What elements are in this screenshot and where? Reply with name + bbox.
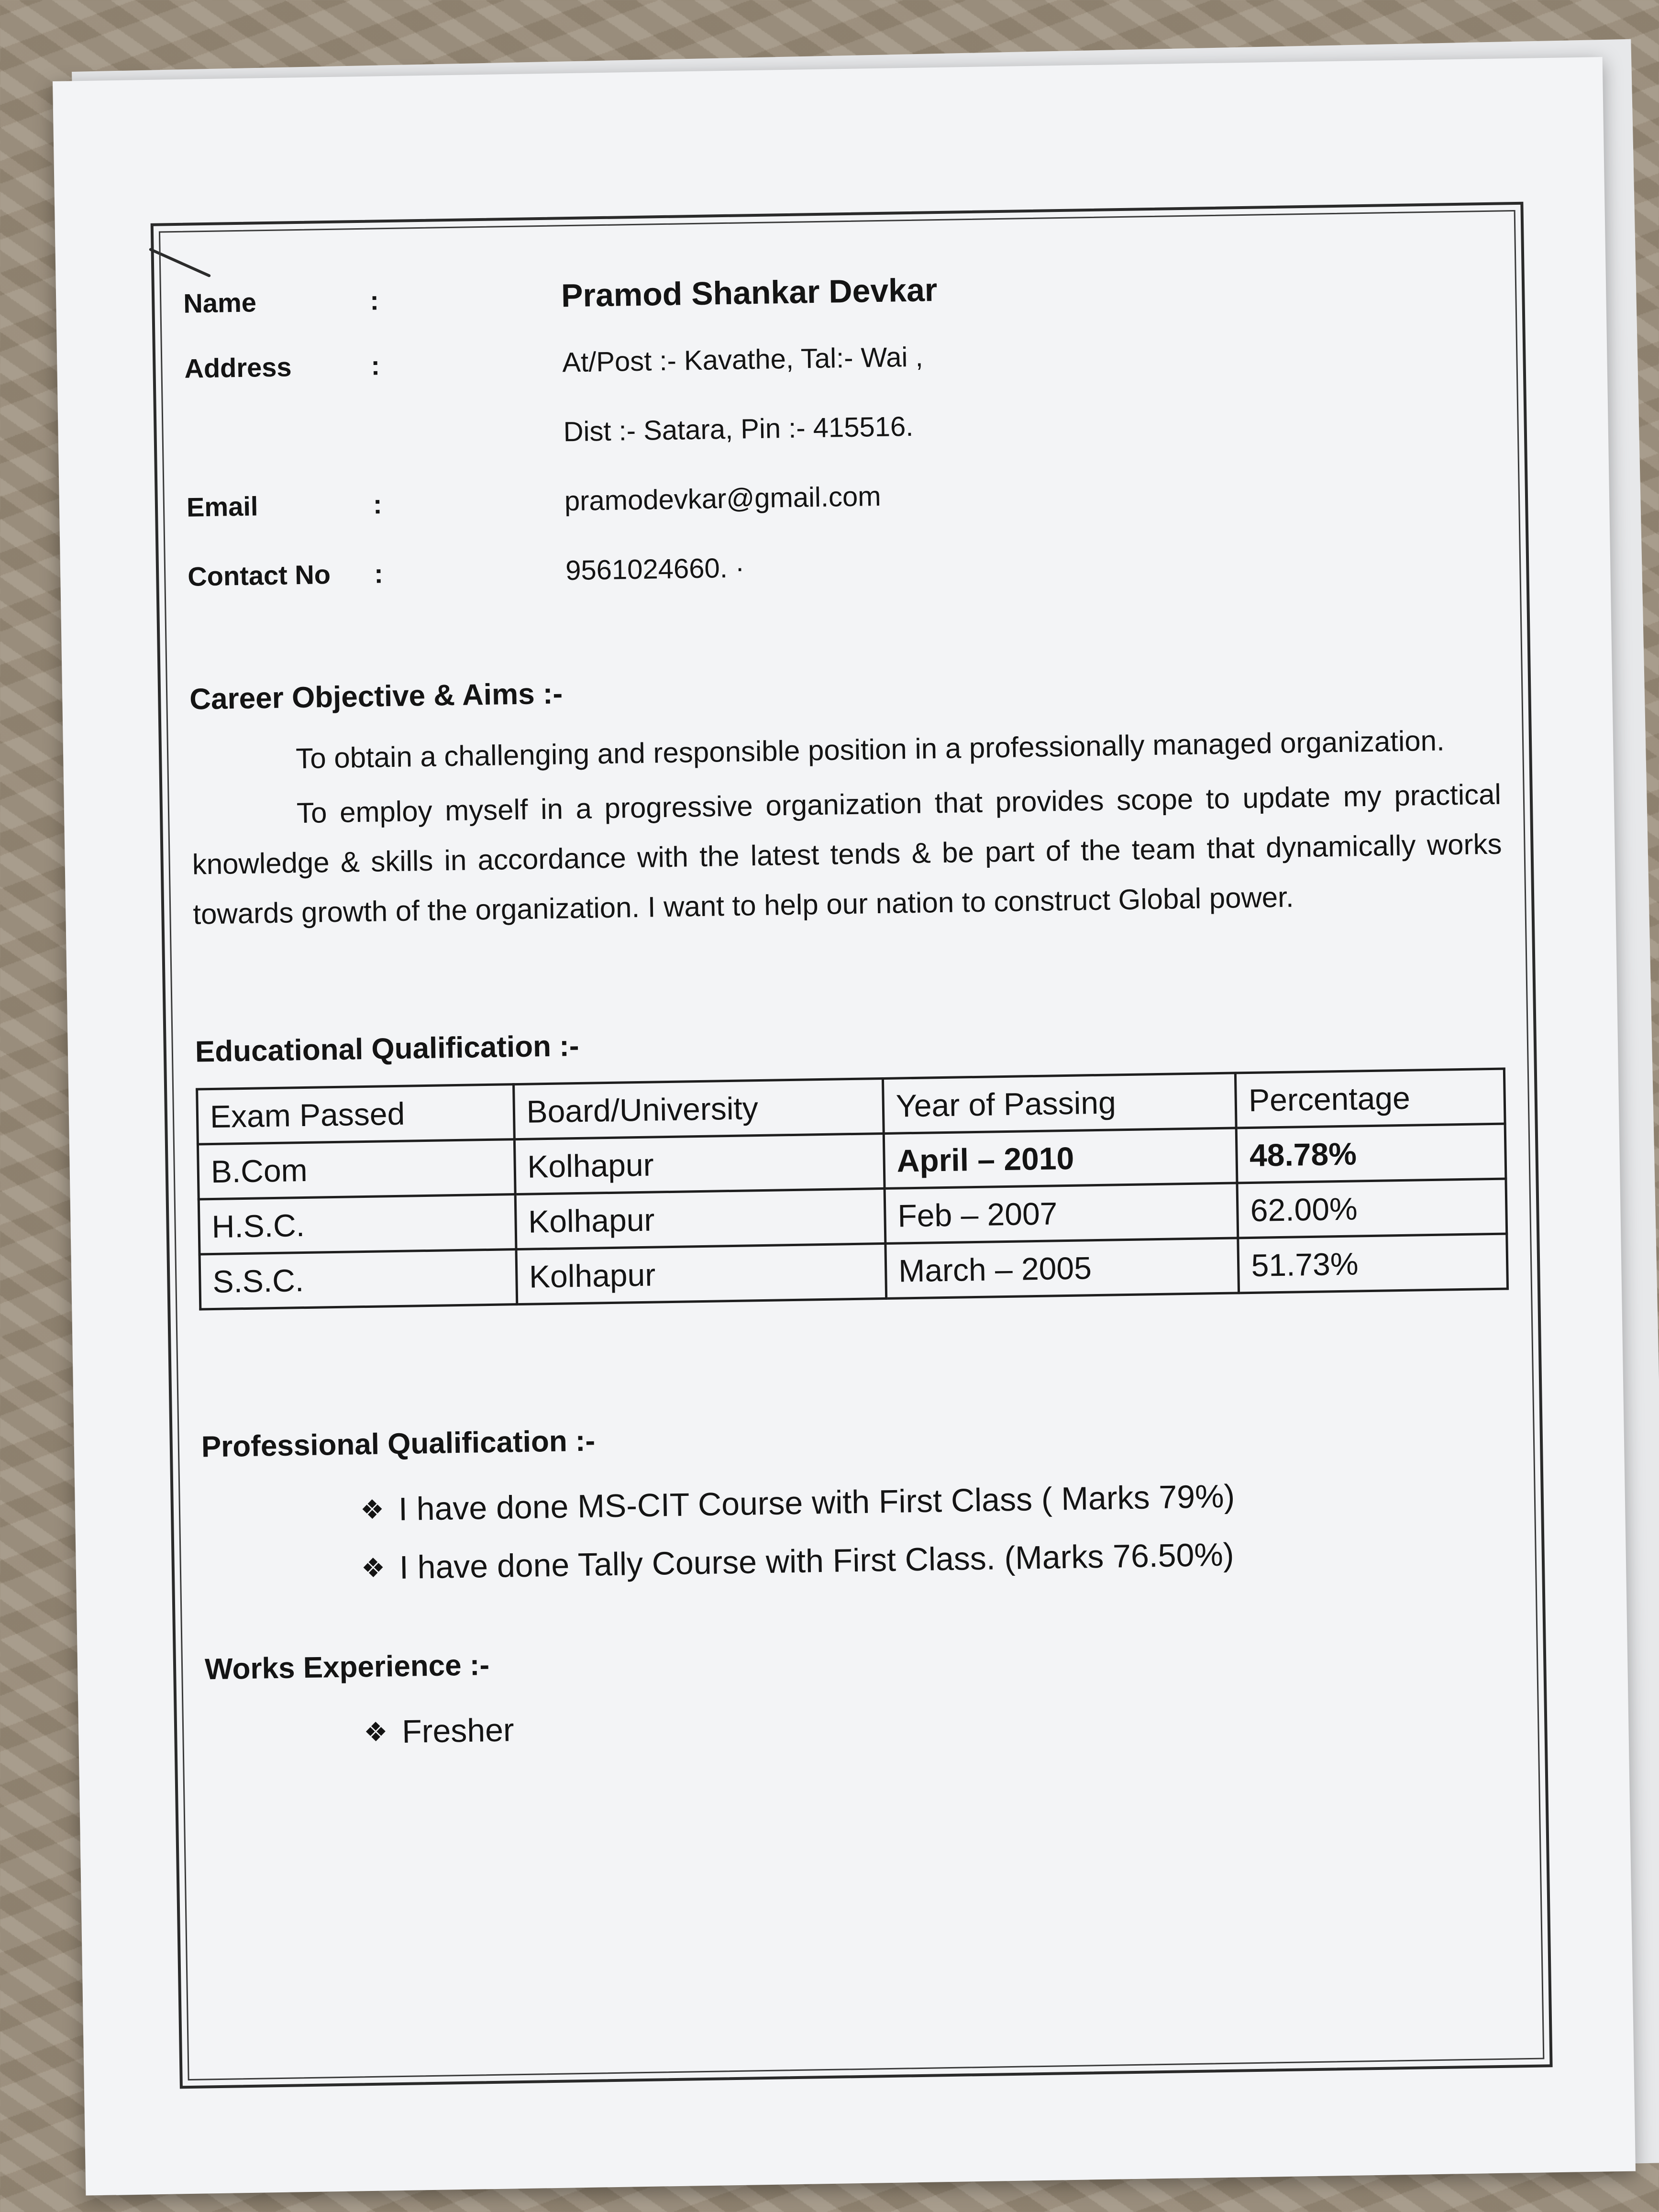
works-experience-title: Works Experience :- <box>204 1648 490 1686</box>
contact-value: 9561024660. · <box>565 552 745 586</box>
header-board-university: Board/University <box>513 1078 884 1139</box>
cell-year: Feb – 2007 <box>885 1183 1238 1244</box>
email-value: pramodevkar@gmail.com <box>564 480 882 517</box>
address-label: Address <box>184 352 292 384</box>
address-colon-spacer <box>372 441 564 444</box>
cell-board: Kolhapur <box>514 1133 885 1194</box>
diamond-bullet-icon: ❖ <box>363 1716 388 1747</box>
cell-percentage: 48.78% <box>1237 1124 1506 1183</box>
contact-colon: : <box>374 558 384 589</box>
name-label: Name <box>183 287 257 319</box>
name-colon: : <box>369 285 379 316</box>
cell-year: April – 2010 <box>884 1128 1237 1189</box>
professional-qualification-title: Professional Qualification :- <box>201 1424 596 1464</box>
list-item-text: Fresher <box>401 1712 515 1750</box>
career-paragraph-2: To employ myself in a progressive organization that provides scope to update my practical knowledge & skills in accordance with the latest tends & be part of the team that dynamically works towards growth of the organization. I want to help our nation to construct Global power. <box>192 778 1502 930</box>
email-label: Email <box>186 491 258 522</box>
address-spacer <box>186 444 372 447</box>
educational-qualification-title: Educational Qualification :- <box>195 1029 579 1069</box>
header-percentage: Percentage <box>1236 1069 1505 1128</box>
cell-board: Kolhapur <box>516 1243 886 1304</box>
cell-exam: H.S.C. <box>199 1194 516 1254</box>
cell-board: Kolhapur <box>515 1188 885 1249</box>
list-item <box>363 1685 1516 1761</box>
contact-label: Contact No <box>187 559 331 592</box>
cell-percentage: 62.00% <box>1237 1179 1506 1238</box>
resume-content <box>183 263 1516 1764</box>
diamond-bullet-icon: ❖ <box>360 1494 385 1525</box>
address-line-2: Dist :- Satara, Pin :- 415516. <box>563 410 914 448</box>
career-paragraph-1: To obtain a challenging and responsible position in a professionally managed organization. <box>295 724 1445 775</box>
header-exam-passed: Exam Passed <box>197 1084 514 1144</box>
cell-percentage: 51.73% <box>1238 1234 1507 1293</box>
header-year-of-passing: Year of Passing <box>883 1073 1236 1134</box>
career-objective-title: Career Objective & Aims :- <box>189 677 563 716</box>
name-value: Pramod Shankar Devkar <box>561 272 938 314</box>
cell-exam: B.Com <box>198 1139 515 1199</box>
experience-list <box>205 1685 1516 1764</box>
resume-page <box>53 57 1636 2195</box>
professional-list <box>202 1462 1513 1600</box>
cell-exam: S.S.C. <box>199 1250 517 1309</box>
cell-year: March – 2005 <box>885 1238 1239 1299</box>
list-item-text: I have done MS-CIT Course with First Class ( Marks 79%) <box>398 1478 1235 1528</box>
education-table <box>196 1068 1509 1311</box>
page-border <box>151 202 1553 2089</box>
diamond-bullet-icon: ❖ <box>361 1552 386 1583</box>
list-item-text: I have done Tally Course with First Class. (Marks 76.50%) <box>399 1536 1235 1586</box>
email-colon: : <box>373 489 383 520</box>
address-colon: : <box>370 350 380 381</box>
address-line-1: At/Post :- Kavathe, Tal:- Wai , <box>562 341 924 378</box>
